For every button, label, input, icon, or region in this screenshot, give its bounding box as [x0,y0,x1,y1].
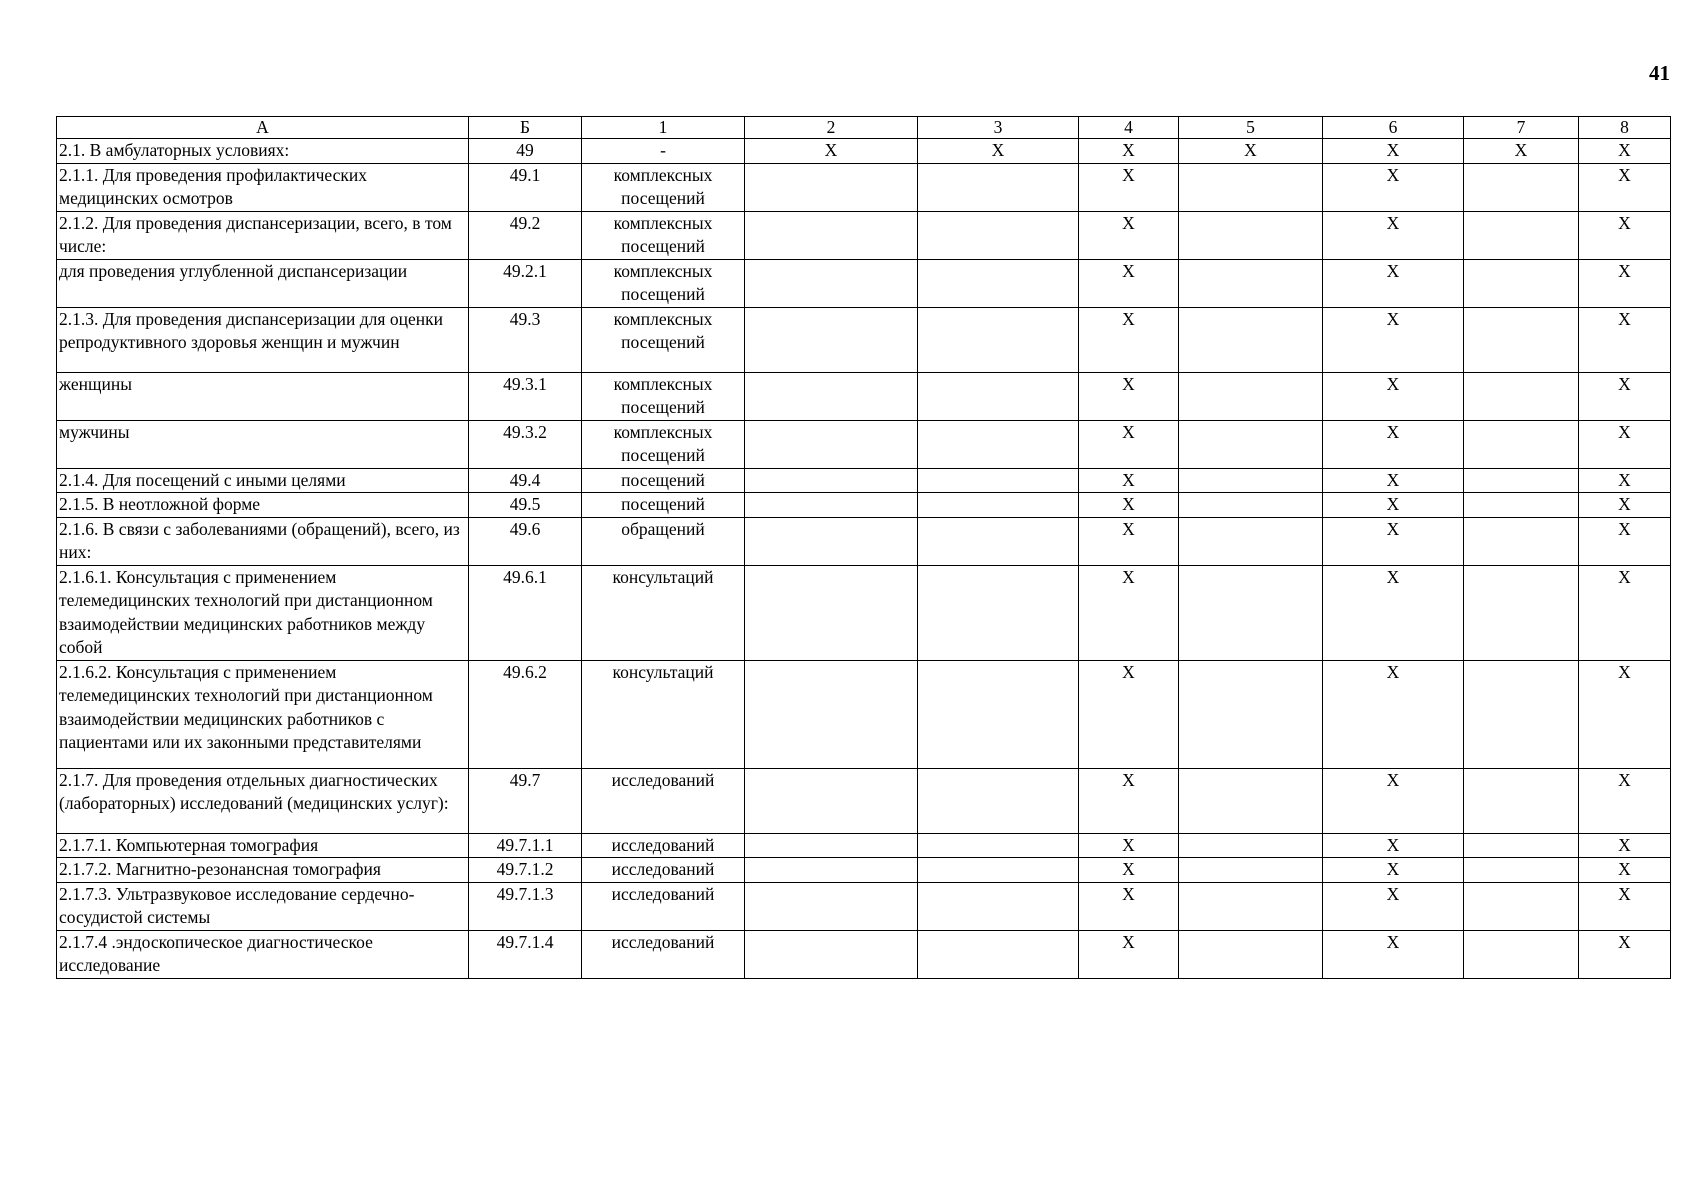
row-cell [1179,259,1323,307]
row-code: 49.3 [469,307,582,372]
row-cell [1179,468,1323,493]
row-cell [1464,163,1579,211]
row-cell [1464,565,1579,660]
row-cell [1464,468,1579,493]
row-cell: Х [1323,307,1464,372]
row-unit: посещений [582,468,745,493]
row-cell: Х [1579,468,1671,493]
row-cell [1464,882,1579,930]
row-code: 49.6.1 [469,565,582,660]
column-header: 7 [1464,117,1579,139]
page-number: 41 [1649,61,1670,85]
row-cell [1464,211,1579,259]
row-cell: Х [1579,565,1671,660]
row-cell [918,517,1079,565]
row-code: 49.7 [469,768,582,833]
row-unit: комплексных посещений [582,420,745,468]
row-name: 2.1.7.4 .эндоскопическое диагностическое исследование [57,930,469,978]
row-cell: Х [1079,660,1179,768]
row-cell [745,565,918,660]
table-row [57,768,1671,833]
row-cell: Х [1079,565,1179,660]
row-cell: Х [1579,259,1671,307]
row-unit: комплексных посещений [582,307,745,372]
row-cell [745,930,918,978]
row-name: 2.1.7.3. Ультразвуковое исследование сердечно-сосудистой системы [57,882,469,930]
column-header: 5 [1179,117,1323,139]
row-cell: Х [1079,930,1179,978]
row-cell [918,660,1079,768]
row-unit: посещений [582,493,745,518]
row-cell [918,833,1079,858]
row-cell [918,468,1079,493]
row-cell: Х [1579,493,1671,518]
row-cell: Х [1579,768,1671,833]
row-cell: Х [1323,163,1464,211]
row-cell: Х [1323,768,1464,833]
row-cell [918,307,1079,372]
table-row [57,211,1671,259]
row-cell: Х [1079,858,1179,883]
row-name: женщины [57,372,469,420]
row-cell [918,163,1079,211]
row-cell: Х [1079,468,1179,493]
row-cell [745,468,918,493]
row-cell [1179,493,1323,518]
row-name: мужчины [57,420,469,468]
row-cell [745,833,918,858]
row-cell [1464,259,1579,307]
row-cell: Х [1579,833,1671,858]
row-code: 49.7.1.4 [469,930,582,978]
row-cell: Х [1323,493,1464,518]
table-row [57,163,1671,211]
row-code: 49.1 [469,163,582,211]
row-cell: Х [1464,139,1579,164]
row-unit: консультаций [582,565,745,660]
row-unit: комплексных посещений [582,211,745,259]
row-cell [1464,420,1579,468]
row-code: 49.5 [469,493,582,518]
row-name: 2.1.2. Для проведения диспансеризации, всего, в том числе: [57,211,469,259]
row-name: 2.1.1. Для проведения профилактических медицинских осмотров [57,163,469,211]
row-code: 49.6.2 [469,660,582,768]
row-cell [745,259,918,307]
row-cell [1179,420,1323,468]
row-cell [1179,163,1323,211]
row-cell: Х [1579,517,1671,565]
row-cell [1179,660,1323,768]
row-cell [745,307,918,372]
table-row [57,468,1671,493]
row-cell: Х [1323,420,1464,468]
row-cell [1464,660,1579,768]
row-cell [918,768,1079,833]
column-header: 1 [582,117,745,139]
table-row [57,858,1671,883]
row-name: 2.1.6.1. Консультация с применением телемедицинских технологий при дистанционном взаимодействии медицинских работников между собой [57,565,469,660]
column-header: А [57,117,469,139]
data-table [56,116,1671,979]
row-cell [745,858,918,883]
row-cell [918,930,1079,978]
table-row [57,139,1671,164]
row-name: 2.1.7.2. Магнитно-резонансная томография [57,858,469,883]
row-cell [1464,768,1579,833]
row-cell [1464,517,1579,565]
row-cell: Х [1323,517,1464,565]
column-header: Б [469,117,582,139]
row-code: 49.7.1.2 [469,858,582,883]
row-cell: Х [1323,468,1464,493]
column-header: 4 [1079,117,1179,139]
row-name: 2.1.4. Для посещений с иными целями [57,468,469,493]
row-cell: Х [1179,139,1323,164]
row-code: 49.7.1.3 [469,882,582,930]
row-cell [918,493,1079,518]
row-unit: исследований [582,833,745,858]
column-header: 8 [1579,117,1671,139]
row-cell [1464,930,1579,978]
row-cell: Х [1323,660,1464,768]
table-row [57,565,1671,660]
row-cell: Х [1579,660,1671,768]
row-name: для проведения углубленной диспансеризации [57,259,469,307]
row-cell: Х [1079,493,1179,518]
row-cell [745,372,918,420]
row-cell: Х [1323,139,1464,164]
row-cell: Х [745,139,918,164]
row-cell: Х [1579,858,1671,883]
row-code: 49.3.1 [469,372,582,420]
column-header: 2 [745,117,918,139]
row-cell [745,211,918,259]
row-cell: Х [1579,372,1671,420]
table-row [57,517,1671,565]
row-cell [745,660,918,768]
row-cell: Х [1079,211,1179,259]
row-cell [1464,493,1579,518]
column-header: 6 [1323,117,1464,139]
row-cell [1179,833,1323,858]
row-name: 2.1.6. В связи с заболеваниями (обращений), всего, из них: [57,517,469,565]
row-cell [1179,211,1323,259]
table-row [57,660,1671,768]
row-cell: Х [1079,517,1179,565]
row-cell: Х [1323,858,1464,883]
table-row [57,930,1671,978]
row-name: 2.1. В амбулаторных условиях: [57,139,469,164]
row-cell [918,420,1079,468]
header-row [57,117,1671,139]
row-cell [918,211,1079,259]
row-cell: Х [1323,372,1464,420]
row-cell [745,882,918,930]
row-cell: Х [1579,307,1671,372]
row-name: 2.1.7. Для проведения отдельных диагностических (лабораторных) исследований (медицинских услуг): [57,768,469,833]
row-unit: комплексных посещений [582,163,745,211]
row-cell [1179,882,1323,930]
row-unit: исследований [582,930,745,978]
row-code: 49.3.2 [469,420,582,468]
row-cell: Х [1323,565,1464,660]
row-cell: Х [1579,420,1671,468]
row-cell [1464,307,1579,372]
table-row [57,307,1671,372]
row-cell [745,493,918,518]
row-cell: Х [1079,139,1179,164]
row-cell [1464,858,1579,883]
row-cell [1179,858,1323,883]
row-cell [745,163,918,211]
row-unit: - [582,139,745,164]
row-cell [1179,372,1323,420]
row-name: 2.1.3. Для проведения диспансеризации для оценки репродуктивного здоровья женщин и мужчин [57,307,469,372]
row-cell: Х [1579,139,1671,164]
row-cell: Х [1079,259,1179,307]
row-cell [745,768,918,833]
row-cell: Х [1579,211,1671,259]
table-row [57,882,1671,930]
row-cell: Х [1079,420,1179,468]
row-cell: Х [1079,882,1179,930]
row-name: 2.1.7.1. Компьютерная томография [57,833,469,858]
row-code: 49.4 [469,468,582,493]
row-cell [745,517,918,565]
row-cell [1179,517,1323,565]
row-cell [1179,930,1323,978]
row-cell: Х [1079,768,1179,833]
table-row [57,259,1671,307]
row-code: 49.7.1.1 [469,833,582,858]
row-cell: Х [1323,833,1464,858]
row-cell [1179,565,1323,660]
row-cell [745,420,918,468]
row-cell: Х [1323,211,1464,259]
row-unit: обращений [582,517,745,565]
row-cell: Х [1079,372,1179,420]
row-cell [1179,768,1323,833]
row-name: 2.1.6.2. Консультация с применением телемедицинских технологий при дистанционном взаимодействии медицинских работников с пациентами или их законными представителями [57,660,469,768]
row-code: 49.2.1 [469,259,582,307]
row-code: 49.2 [469,211,582,259]
row-cell: Х [1079,163,1179,211]
row-cell [1464,833,1579,858]
table-body [57,139,1671,979]
row-cell [918,372,1079,420]
row-cell: Х [1323,930,1464,978]
row-cell: Х [1323,882,1464,930]
row-unit: комплексных посещений [582,259,745,307]
row-cell [1179,307,1323,372]
table-row [57,420,1671,468]
row-unit: исследований [582,858,745,883]
row-cell: Х [1079,833,1179,858]
row-unit: консультаций [582,660,745,768]
row-unit: комплексных посещений [582,372,745,420]
row-cell: Х [1079,307,1179,372]
row-name: 2.1.5. В неотложной форме [57,493,469,518]
row-cell: Х [1579,930,1671,978]
row-code: 49 [469,139,582,164]
row-cell: Х [1579,163,1671,211]
row-cell: Х [918,139,1079,164]
row-cell [918,858,1079,883]
row-unit: исследований [582,882,745,930]
column-header: 3 [918,117,1079,139]
row-cell [918,259,1079,307]
row-code: 49.6 [469,517,582,565]
table-row [57,493,1671,518]
row-cell [918,565,1079,660]
row-cell [918,882,1079,930]
table-row [57,833,1671,858]
table-row [57,372,1671,420]
row-cell [1464,372,1579,420]
row-unit: исследований [582,768,745,833]
row-cell: Х [1323,259,1464,307]
row-cell: Х [1579,882,1671,930]
